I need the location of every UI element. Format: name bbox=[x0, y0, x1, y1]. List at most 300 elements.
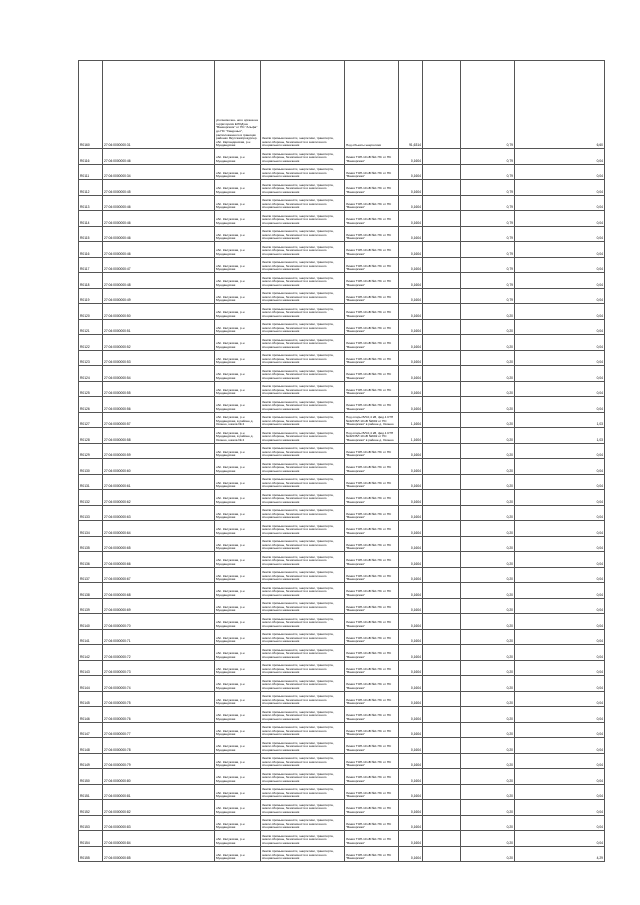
rate: 0,20 bbox=[461, 676, 515, 692]
land-category: Земли промышленности, энергетики, транспорта, земли обороны, безопасности и земли иного специального назначения bbox=[261, 846, 345, 862]
rate: 0,20 bbox=[461, 815, 515, 831]
table-row bbox=[79, 676, 605, 692]
area: 0,1604 bbox=[399, 676, 423, 692]
area: 0,1604 bbox=[399, 319, 423, 335]
blank-cell bbox=[423, 242, 461, 258]
rate: 0,20 bbox=[461, 753, 515, 769]
object-description: Линия ТЭП-10 кВ №1 ПС от ПС "Ванкорская" bbox=[345, 443, 399, 459]
sum: 0,04 bbox=[515, 583, 605, 599]
rate: 0,79 bbox=[461, 164, 515, 180]
table-row bbox=[79, 490, 605, 506]
object-description: Линия ТЭП-10 кВ №1 ПС от ПС "Ванкорская" bbox=[345, 490, 399, 506]
table-row bbox=[79, 195, 605, 211]
rate: 0,79 bbox=[461, 257, 515, 273]
cadastral-number: 27:04:0000000:66 bbox=[103, 552, 215, 568]
cadastral-number: 27:04:0000000:55 bbox=[103, 381, 215, 397]
sum: 0,04 bbox=[515, 350, 605, 366]
sum: 0,04 bbox=[515, 273, 605, 289]
object-description: Линия ТЭП-10 кВ №1 ПС от ПС "Ванкорская" bbox=[345, 211, 399, 227]
land-category: Земли промышленности, энергетики, транспорта, земли обороны, безопасности и земли иного специального назначения bbox=[261, 831, 345, 847]
sum: 0,04 bbox=[515, 738, 605, 754]
address: обл. Калужская, р-н Мундандская, в районе д. Оконно, шкала № 2 bbox=[215, 428, 261, 444]
row-id: R0123 bbox=[79, 350, 103, 366]
land-category: Земли промышленности, энергетики, транспорта, земли обороны, безопасности и земли иного специального назначения bbox=[261, 598, 345, 614]
sum: 0,04 bbox=[515, 536, 605, 552]
blank-cell bbox=[423, 536, 461, 552]
object-description: Линия ТЭП-10 кВ №1 ПС от ПС "Ванкорская" bbox=[345, 536, 399, 552]
area: 0,1604 bbox=[399, 645, 423, 661]
row-id: R0120 bbox=[79, 304, 103, 320]
address: обл. Калужская, р-н Мундандская, в районе д. Оконно, шкала № 2 bbox=[215, 412, 261, 428]
row-id: R0136 bbox=[79, 552, 103, 568]
address: обл. Калужская, р-н Мундандская bbox=[215, 831, 261, 847]
object-description: Линия ТЭП-10 кВ №1 ПС от ПС "Ванкорская" bbox=[345, 738, 399, 754]
cadastral-number: 27:04:0000000:46 bbox=[103, 242, 215, 258]
row-id: R0154 bbox=[79, 831, 103, 847]
table-row bbox=[79, 536, 605, 552]
blank-cell bbox=[423, 381, 461, 397]
table-row bbox=[79, 211, 605, 227]
cadastral-number: 27:04:0000000:77 bbox=[103, 722, 215, 738]
sum: 0,04 bbox=[515, 521, 605, 537]
blank-cell bbox=[423, 304, 461, 320]
address: обл. Калужская, р-н Мундандская bbox=[215, 195, 261, 211]
blank-cell bbox=[423, 61, 461, 149]
rate: 0,79 bbox=[461, 242, 515, 258]
row-id: R0148 bbox=[79, 738, 103, 754]
address: обл. Калужская, р-н Мундандская bbox=[215, 319, 261, 335]
land-category: Земли промышленности, энергетики, транспорта, земли обороны, безопасности и земли иного специального назначения bbox=[261, 691, 345, 707]
rate: 0,20 bbox=[461, 366, 515, 382]
land-category: Земли промышленности, энергетики, транспорта, земли обороны, безопасности и земли иного специального назначения bbox=[261, 583, 345, 599]
area: 0,1604 bbox=[399, 691, 423, 707]
blank-cell bbox=[423, 629, 461, 645]
table-row bbox=[79, 319, 605, 335]
object-description: Линия ТЭП-10 кВ №1 ПС от ПС "Ванкорская" bbox=[345, 257, 399, 273]
cadastral-number: 27:04:0000000:49 bbox=[103, 288, 215, 304]
table-row bbox=[79, 521, 605, 537]
sum: 0,04 bbox=[515, 660, 605, 676]
object-description: Линия ТЭП-10 кВ №1 ПС от ПС "Ванкорская" bbox=[345, 226, 399, 242]
table-row bbox=[79, 257, 605, 273]
table-row bbox=[79, 474, 605, 490]
sum: 0,04 bbox=[515, 815, 605, 831]
rate: 0,20 bbox=[461, 846, 515, 862]
cadastral-number: 27:04:0000000:46 bbox=[103, 195, 215, 211]
rate: 0,20 bbox=[461, 521, 515, 537]
blank-cell bbox=[423, 738, 461, 754]
row-id: R0152 bbox=[79, 800, 103, 816]
sum: 0,04 bbox=[515, 304, 605, 320]
address: обл. Калужская, р-н Мундандская bbox=[215, 691, 261, 707]
land-category: Земли промышленности, энергетики, транспорта, земли обороны, безопасности и земли иного специального назначения bbox=[261, 676, 345, 692]
land-category: Земли промышленности, энергетики, транспорта, земли обороны, безопасности и земли иного специального назначения bbox=[261, 226, 345, 242]
row-id: R0146 bbox=[79, 707, 103, 723]
cadastral-number: 27:04:0000000:57 bbox=[103, 412, 215, 428]
cadastral-number: 27:04:0000000:31 bbox=[103, 61, 215, 149]
blank-cell bbox=[423, 226, 461, 242]
rate: 0,79 bbox=[461, 61, 515, 149]
land-category: Земли промышленности, энергетики, транспорта, земли обороны, безопасности и земли иного специального назначения bbox=[261, 474, 345, 490]
rate: 0,79 bbox=[461, 288, 515, 304]
sum: 0,04 bbox=[515, 753, 605, 769]
cadastral-number: 27:04:0000000:50 bbox=[103, 304, 215, 320]
land-category: Земли промышленности, энергетики, транспорта, земли обороны, безопасности и земли иного специального назначения bbox=[261, 552, 345, 568]
sum: 0,04 bbox=[515, 769, 605, 785]
table-row bbox=[79, 846, 605, 862]
rate: 0,20 bbox=[461, 738, 515, 754]
row-id: R0145 bbox=[79, 691, 103, 707]
object-description: Под опоры ВЛ-0,4 кВ, фид.1 КТП №420 ВЛ 10 кВ №602 от ПС "Ванкорская" в районе д. Оконно bbox=[345, 412, 399, 428]
cadastral-number: 27:04:0000000:83 bbox=[103, 815, 215, 831]
area: 0,1604 bbox=[399, 738, 423, 754]
address: обл. Калужская, р-н Мундандская bbox=[215, 242, 261, 258]
table-row bbox=[79, 660, 605, 676]
object-description: Линия ТЭП-10 кВ №1 ПС от ПС "Ванкорская" bbox=[345, 831, 399, 847]
row-id: R0131 bbox=[79, 474, 103, 490]
rate: 0,79 bbox=[461, 195, 515, 211]
row-id: R0126 bbox=[79, 397, 103, 413]
row-id: R0147 bbox=[79, 722, 103, 738]
address: обл. Калужская, р-н Мундандская bbox=[215, 815, 261, 831]
land-category: Земли промышленности, энергетики, транспорта, земли обороны, безопасности и земли иного специального назначения bbox=[261, 738, 345, 754]
table-row bbox=[79, 381, 605, 397]
table-row bbox=[79, 722, 605, 738]
sum: 0,04 bbox=[515, 722, 605, 738]
row-id: R0137 bbox=[79, 567, 103, 583]
row-id: R0113 bbox=[79, 195, 103, 211]
blank-cell bbox=[423, 753, 461, 769]
blank-cell bbox=[423, 815, 461, 831]
sum: 0,04 bbox=[515, 505, 605, 521]
land-registry-table bbox=[78, 60, 605, 862]
row-id: R0117 bbox=[79, 257, 103, 273]
address: обл. Калужская, р-н Мундандская bbox=[215, 645, 261, 661]
object-description: Под объекты энергетики bbox=[345, 61, 399, 149]
address: обл. Калужская, р-н Мундандская bbox=[215, 660, 261, 676]
row-id: R0155 bbox=[79, 846, 103, 862]
table-row bbox=[79, 428, 605, 444]
address: обл. Калужская, р-н Мундандская bbox=[215, 490, 261, 506]
cadastral-number: 27:04:0000000:67 bbox=[103, 567, 215, 583]
area: 0,1604 bbox=[399, 846, 423, 862]
sum: 0,04 bbox=[515, 149, 605, 165]
row-id: R0125 bbox=[79, 381, 103, 397]
rate: 0,20 bbox=[461, 350, 515, 366]
object-description: Линия ТЭП-10 кВ №1 ПС от ПС "Ванкорская" bbox=[345, 195, 399, 211]
land-category: Земли промышленности, энергетики, транспорта, земли обороны, безопасности и земли иного специального назначения bbox=[261, 536, 345, 552]
cadastral-number: 27:04:0000000:34 bbox=[103, 164, 215, 180]
area: 0,1604 bbox=[399, 505, 423, 521]
table-row bbox=[79, 800, 605, 816]
rate: 0,20 bbox=[461, 691, 515, 707]
sum: 1,03 bbox=[515, 428, 605, 444]
address: обл. Калужская, р-н Мундандская bbox=[215, 164, 261, 180]
table-row bbox=[79, 753, 605, 769]
table-row bbox=[79, 443, 605, 459]
address: обл. Калужская, р-н Мундандская bbox=[215, 226, 261, 242]
cadastral-number: 27:04:0000000:45 bbox=[103, 180, 215, 196]
land-category: Земли промышленности, энергетики, транспорта, земли обороны, безопасности и земли иного специального назначения bbox=[261, 304, 345, 320]
table-row bbox=[79, 784, 605, 800]
land-category: Земли промышленности, энергетики, транспорта, земли обороны, безопасности и земли иного специального назначения bbox=[261, 211, 345, 227]
blank-cell bbox=[423, 149, 461, 165]
object-description: Линия ТЭП-10 кВ №1 ПС от ПС "Ванкорская" bbox=[345, 676, 399, 692]
address: обл. Калужская, р-н Мундандская bbox=[215, 800, 261, 816]
table-row bbox=[79, 459, 605, 475]
address: обл. Калужская, р-н Мундандская bbox=[215, 381, 261, 397]
rate: 0,20 bbox=[461, 598, 515, 614]
blank-cell bbox=[423, 784, 461, 800]
object-description: Линия ТЭП-10 кВ №1 ПС от ПС "Ванкорская" bbox=[345, 629, 399, 645]
rate: 0,20 bbox=[461, 428, 515, 444]
address: обл. Калужская, р-н Мундандская bbox=[215, 149, 261, 165]
cadastral-number: 27:04:0000000:64 bbox=[103, 521, 215, 537]
table-row bbox=[79, 614, 605, 630]
blank-cell bbox=[423, 552, 461, 568]
land-category: Земли промышленности, энергетики, транспорта, земли обороны, безопасности и земли иного специального назначения bbox=[261, 722, 345, 738]
blank-cell bbox=[423, 459, 461, 475]
address: обл. Калужская, р-н Мундандская bbox=[215, 288, 261, 304]
cadastral-number: 27:04:0000000:61 bbox=[103, 474, 215, 490]
rate: 0,20 bbox=[461, 722, 515, 738]
rate: 0,20 bbox=[461, 319, 515, 335]
object-description: Линия ТЭП-10 кВ №1 ПС от ПС "Ванкорская" bbox=[345, 660, 399, 676]
row-id: R0130 bbox=[79, 459, 103, 475]
sum: 0,04 bbox=[515, 195, 605, 211]
address: обл. Калужская, р-н Мундандская bbox=[215, 505, 261, 521]
blank-cell bbox=[423, 567, 461, 583]
cadastral-number: 27:04:0000000:46 bbox=[103, 211, 215, 227]
object-description: Линия ТЭП-10 кВ №1 ПС от ПС "Ванкорская" bbox=[345, 753, 399, 769]
row-id: R0116 bbox=[79, 242, 103, 258]
land-category: Земли промышленности, энергетики, транспорта, земли обороны, безопасности и земли иного специального назначения bbox=[261, 428, 345, 444]
row-id: R0132 bbox=[79, 490, 103, 506]
land-category: Земли промышленности, энергетики, транспорта, земли обороны, безопасности и земли иного специального назначения bbox=[261, 769, 345, 785]
address: обл. Калужская, р-н Мундандская bbox=[215, 443, 261, 459]
object-description: Линия ТЭП-10 кВ №1 ПС от ПС "Ванкорская" bbox=[345, 614, 399, 630]
sum: 0,04 bbox=[515, 257, 605, 273]
cadastral-number: 27:04:0000000:46 bbox=[103, 149, 215, 165]
address: обл. Калужская, р-н Мундандская bbox=[215, 753, 261, 769]
cadastral-number: 27:04:0000000:72 bbox=[103, 645, 215, 661]
cadastral-number: 27:04:0000000:68 bbox=[103, 583, 215, 599]
cadastral-number: 27:04:0000000:80 bbox=[103, 769, 215, 785]
object-description: Линия ТЭП-10 кВ №1 ПС от ПС "Ванкорская" bbox=[345, 567, 399, 583]
object-description: Линия ТЭП-10 кВ №1 ПС от ПС "Ванкорская" bbox=[345, 149, 399, 165]
address: обл. Калужская, р-н Мундандская bbox=[215, 335, 261, 351]
address: обл. Калужская, р-н Мундандская bbox=[215, 459, 261, 475]
sum: 0,04 bbox=[515, 676, 605, 692]
rate: 0,20 bbox=[461, 614, 515, 630]
sum: 4,29 bbox=[515, 846, 605, 862]
object-description: Линия ТЭП-10 кВ №1 ПС от ПС "Ванкорская" bbox=[345, 707, 399, 723]
sum: 0,04 bbox=[515, 800, 605, 816]
area: 0,1604 bbox=[399, 722, 423, 738]
area: 0,1604 bbox=[399, 443, 423, 459]
rate: 0,20 bbox=[461, 304, 515, 320]
address: обл. Калужская, р-н Мундандская bbox=[215, 707, 261, 723]
table-row bbox=[79, 335, 605, 351]
object-description: Линия ТЭП-10 кВ №1 ПС от ПС "Ванкорская" bbox=[345, 800, 399, 816]
table-body bbox=[79, 61, 605, 862]
table-row bbox=[79, 583, 605, 599]
land-category: Земли промышленности, энергетики, транспорта, земли обороны, безопасности и земли иного специального назначения bbox=[261, 242, 345, 258]
object-description: Линия ТЭП-10 кВ №1 ПС от ПС "Ванкорская" bbox=[345, 164, 399, 180]
row-id: R0121 bbox=[79, 319, 103, 335]
rate: 0,20 bbox=[461, 707, 515, 723]
address: обл. Калужская, р-н Мундандская bbox=[215, 474, 261, 490]
blank-cell bbox=[423, 598, 461, 614]
cadastral-number: 27:04:0000000:71 bbox=[103, 629, 215, 645]
address: обл. Калужская, р-н Мундандская bbox=[215, 629, 261, 645]
address: обл. Калужская, р-н Мундандская bbox=[215, 738, 261, 754]
land-category: Земли промышленности, энергетики, транспорта, земли обороны, безопасности и земли иного специального назначения bbox=[261, 397, 345, 413]
cadastral-number: 27:04:0000000:75 bbox=[103, 691, 215, 707]
table-row bbox=[79, 288, 605, 304]
blank-cell bbox=[423, 490, 461, 506]
area: 1,1604 bbox=[399, 428, 423, 444]
sum: 0,04 bbox=[515, 598, 605, 614]
object-description: Линия ТЭП-10 кВ №1 ПС от ПС "Ванкорская" bbox=[345, 335, 399, 351]
row-id: R0141 bbox=[79, 629, 103, 645]
blank-cell bbox=[423, 614, 461, 630]
address: обл. Калужская, р-н Мундандская bbox=[215, 211, 261, 227]
sum: 0,04 bbox=[515, 164, 605, 180]
table-row bbox=[79, 769, 605, 785]
land-category: Земли промышленности, энергетики, транспорта, земли обороны, безопасности и земли иного специального назначения bbox=[261, 273, 345, 289]
row-id: R0116 bbox=[79, 149, 103, 165]
row-id: R0134 bbox=[79, 521, 103, 537]
rate: 0,20 bbox=[461, 831, 515, 847]
blank-cell bbox=[423, 660, 461, 676]
address: обл. Калужская, р-н Мундандская bbox=[215, 552, 261, 568]
blank-cell bbox=[423, 319, 461, 335]
row-id: R0151 bbox=[79, 784, 103, 800]
object-description: Линия ТЭП-10 кВ №1 ПС от ПС "Ванкорская" bbox=[345, 846, 399, 862]
area: 0,1604 bbox=[399, 195, 423, 211]
blank-cell bbox=[423, 273, 461, 289]
cadastral-number: 27:04:0000000:63 bbox=[103, 505, 215, 521]
object-description: Линия ТЭП-10 кВ №1 ПС от ПС "Ванкорская" bbox=[345, 552, 399, 568]
object-description: Линия ТЭП-10 кВ №1 ПС от ПС "Ванкорская" bbox=[345, 769, 399, 785]
cadastral-number: 27:04:0000000:46 bbox=[103, 226, 215, 242]
land-category: Земли промышленности, энергетики, транспорта, земли обороны, безопасности и земли иного специального назначения bbox=[261, 753, 345, 769]
land-category: Земли промышленности, энергетики, транспорта, земли обороны, безопасности и земли иного специального назначения bbox=[261, 381, 345, 397]
table-row bbox=[79, 273, 605, 289]
cadastral-number: 27:04:0000000:69 bbox=[103, 598, 215, 614]
address: обл. Калужская, р-н Мундандская bbox=[215, 846, 261, 862]
sum: 0,04 bbox=[515, 226, 605, 242]
object-description: Линия ТЭП-10 кВ №1 ПС от ПС "Ванкорская" bbox=[345, 288, 399, 304]
blank-cell bbox=[423, 846, 461, 862]
land-category: Земли промышленности, энергетики, транспорта, земли обороны, безопасности и земли иного специального назначения bbox=[261, 149, 345, 165]
area: 0,1604 bbox=[399, 397, 423, 413]
table-row bbox=[79, 412, 605, 428]
area: 0,1604 bbox=[399, 815, 423, 831]
cadastral-number: 27:04:0000000:84 bbox=[103, 831, 215, 847]
row-id: R0122 bbox=[79, 335, 103, 351]
land-category: Земли промышленности, энергетики, транспорта, земли обороны, безопасности и земли иного специального назначения bbox=[261, 412, 345, 428]
rate: 0,20 bbox=[461, 397, 515, 413]
blank-cell bbox=[423, 676, 461, 692]
row-id: R0149 bbox=[79, 753, 103, 769]
blank-cell bbox=[423, 505, 461, 521]
table-row bbox=[79, 707, 605, 723]
area: 91,6314 bbox=[399, 61, 423, 149]
row-id: R0118 bbox=[79, 273, 103, 289]
rate: 0,20 bbox=[461, 536, 515, 552]
blank-cell bbox=[423, 691, 461, 707]
sum: 0,04 bbox=[515, 567, 605, 583]
area: 0,1604 bbox=[399, 273, 423, 289]
sum: 0,04 bbox=[515, 381, 605, 397]
object-description: Под опоры ВЛ-0,4 кВ, фид.1 КТП №420 ВЛ 10 кВ №602 от ПС "Ванкорская" в районе д. Оконно bbox=[345, 428, 399, 444]
land-category: Земли промышленности, энергетики, транспорта, земли обороны, безопасности и земли иного специального назначения bbox=[261, 815, 345, 831]
table-row bbox=[79, 691, 605, 707]
address: обл. Калужская, р-н Мундандская bbox=[215, 536, 261, 552]
sum: 0,04 bbox=[515, 645, 605, 661]
row-id: R0129 bbox=[79, 443, 103, 459]
land-category: Земли промышленности, энергетики, транспорта, земли обороны, безопасности и земли иного специального назначения bbox=[261, 784, 345, 800]
table-row bbox=[79, 645, 605, 661]
table-row bbox=[79, 552, 605, 568]
sum: 1,03 bbox=[515, 412, 605, 428]
blank-cell bbox=[423, 164, 461, 180]
area: 0,1604 bbox=[399, 164, 423, 180]
row-id: R0142 bbox=[79, 645, 103, 661]
blank-cell bbox=[423, 474, 461, 490]
land-category: Земли промышленности, энергетики, транспорта, земли обороны, безопасности и земли иного специального назначения bbox=[261, 366, 345, 382]
area: 0,1604 bbox=[399, 598, 423, 614]
land-category: Земли промышленности, энергетики, транспорта, земли обороны, безопасности и земли иного специального назначения bbox=[261, 629, 345, 645]
area: 0,1604 bbox=[399, 226, 423, 242]
object-description: Линия ТЭП-10 кВ №1 ПС от ПС "Ванкорская" bbox=[345, 242, 399, 258]
row-id: R0114 bbox=[79, 211, 103, 227]
row-id: R0140 bbox=[79, 614, 103, 630]
object-description: Линия ТЭП-10 кВ №1 ПС от ПС "Ванкорская" bbox=[345, 784, 399, 800]
address: обл. Калужская, р-н Мундандская bbox=[215, 722, 261, 738]
area: 0,1604 bbox=[399, 753, 423, 769]
area: 0,1604 bbox=[399, 257, 423, 273]
sum: 0,04 bbox=[515, 629, 605, 645]
area: 0,1604 bbox=[399, 567, 423, 583]
land-category: Земли промышленности, энергетики, транспорта, земли обороны, безопасности и земли иного специального назначения bbox=[261, 319, 345, 335]
table-row bbox=[79, 350, 605, 366]
land-category: Земли промышленности, энергетики, транспорта, земли обороны, безопасности и земли иного специального назначения bbox=[261, 443, 345, 459]
object-description: Линия ТЭП-10 кВ №1 ПС от ПС "Ванкорская" bbox=[345, 273, 399, 289]
row-id: R0138 bbox=[79, 583, 103, 599]
blank-cell bbox=[423, 800, 461, 816]
sum: 0,04 bbox=[515, 490, 605, 506]
object-description: Линия ТЭП-10 кВ №1 ПС от ПС "Ванкорская" bbox=[345, 381, 399, 397]
sum: 0,04 bbox=[515, 443, 605, 459]
rate: 0,79 bbox=[461, 180, 515, 196]
area: 0,1604 bbox=[399, 831, 423, 847]
rate: 0,20 bbox=[461, 490, 515, 506]
area: 0,1604 bbox=[399, 552, 423, 568]
table-row bbox=[79, 397, 605, 413]
row-id: R0127 bbox=[79, 412, 103, 428]
object-description: Линия ТЭП-10 кВ №1 ПС от ПС "Ванкорская" bbox=[345, 645, 399, 661]
rate: 0,20 bbox=[461, 629, 515, 645]
area: 0,1604 bbox=[399, 149, 423, 165]
table-row bbox=[79, 567, 605, 583]
address: обл. Калужская, р-н Мундандская bbox=[215, 273, 261, 289]
row-id: R0133 bbox=[79, 505, 103, 521]
blank-cell bbox=[423, 288, 461, 304]
blank-cell bbox=[423, 769, 461, 785]
